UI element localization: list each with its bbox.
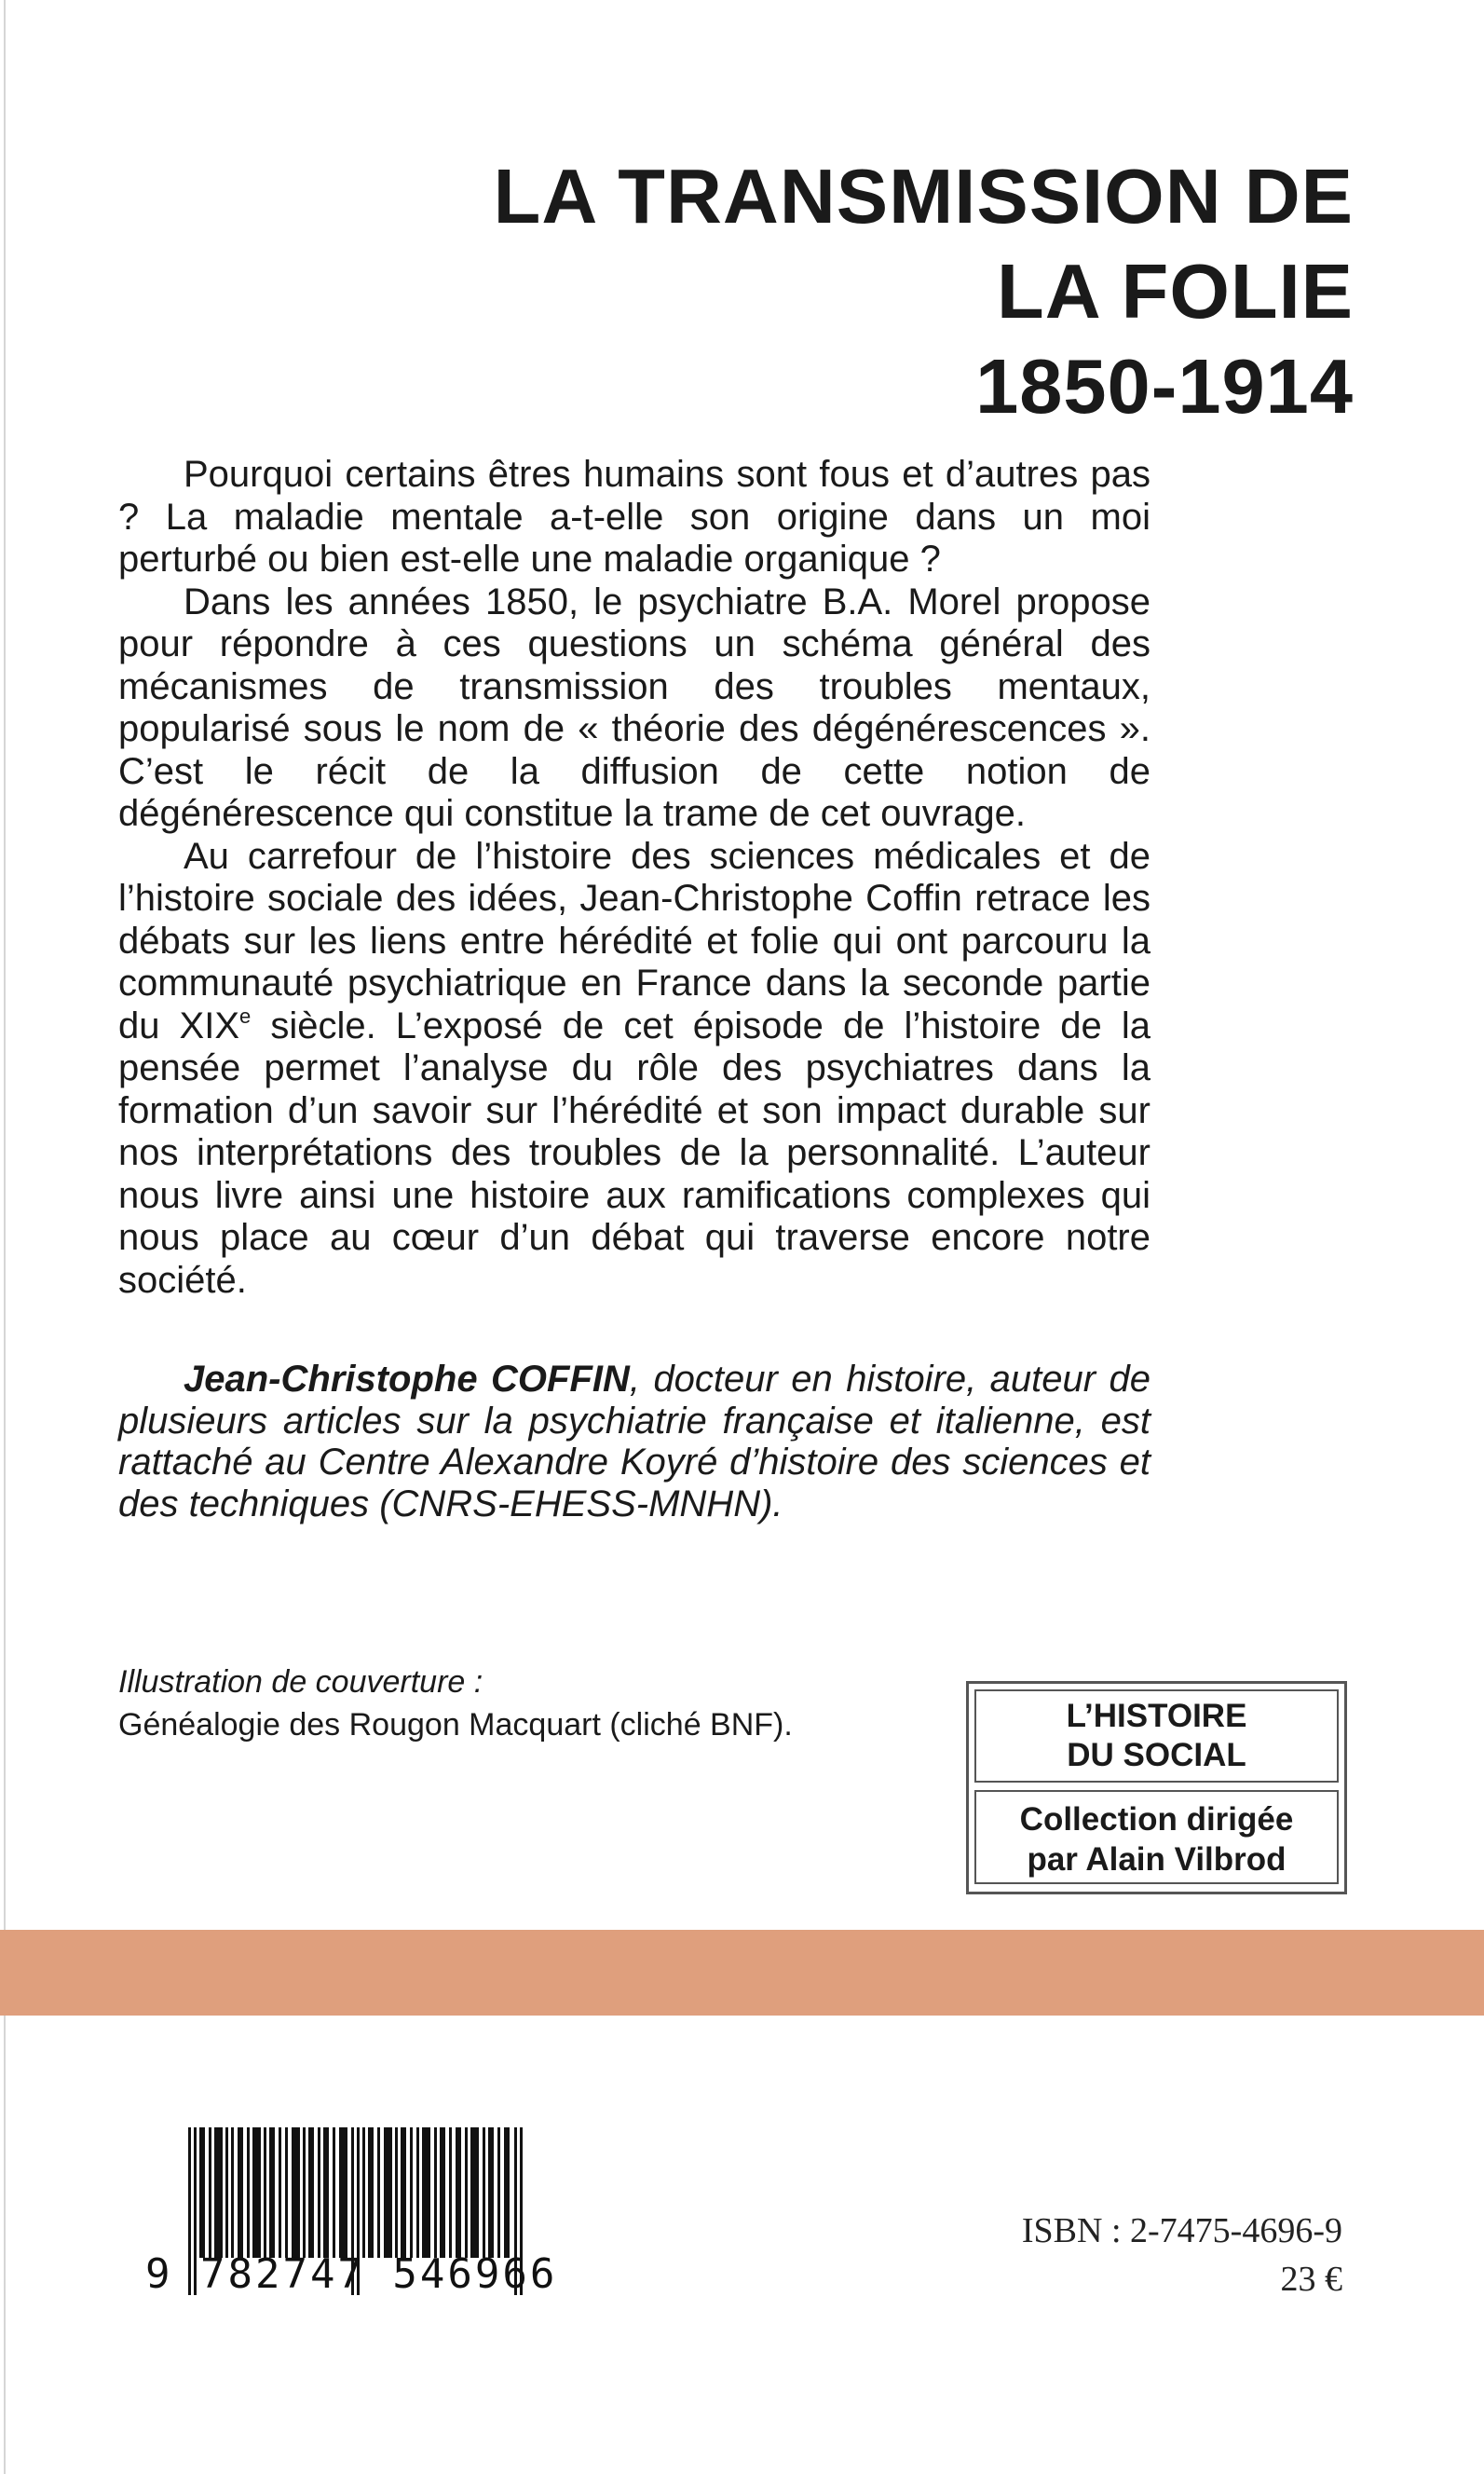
collection-box: [966, 1681, 1347, 1894]
series-director: [974, 1790, 1339, 1884]
isbn-number: ISBN : 2-7475-4696-9: [1021, 2211, 1342, 2250]
blurb-paragraph-1: Pourquoi certains êtres humains sont fous et d’autres pas ? La maladie mentale a-t-elle son origine dans un moi perturbé ou bien est-elle une maladie organique ?: [118, 454, 1150, 580]
title-line-2: LA FOLIE: [997, 248, 1354, 335]
series-line-2: DU SOCIAL: [1067, 1737, 1246, 1773]
blurb-paragraph-3-start: Au carrefour de l’histoire des sciences médicales et de l’histoire sociale des idées, Jean-Christophe Coffin retrace les débats sur les liens entre hérédité et folie qui ont parcouru la communauté psychiatrique en France dans la seconde partie du XIX: [118, 835, 1150, 1046]
blurb-paragraph-3-end: siècle. L’exposé de cet épisode de l’histoire de la pensée permet l’analyse du rôle des psychiatres dans la formation d’un savoir sur l’hérédité et son impact durable sur nos interprétations des troubles de la personnalité. L’auteur nous livre ainsi une histoire aux ramifications complexes qui nous place au cœur d’un débat qui traverse encore notre société.: [118, 1005, 1151, 1301]
illustration-label: Illustration de couverture :: [118, 1664, 483, 1700]
book-title: [494, 149, 1354, 434]
title-line-3: 1850-1914: [975, 343, 1354, 430]
barcode-digits: 9 782747 546966: [145, 2250, 558, 2298]
director-line-2: par Alain Vilbrod: [1027, 1841, 1287, 1878]
isbn-price-block: [1022, 2207, 1342, 2303]
illustration-source: Généalogie des Rougon Macquart (cliché BNF).: [118, 1707, 793, 1743]
author-name: Jean-Christophe COFFIN: [184, 1359, 630, 1400]
director-line-1: Collection dirigée: [1019, 1801, 1294, 1838]
color-band: [0, 1930, 1484, 2016]
price: 23 €: [1280, 2260, 1342, 2299]
blurb: [118, 454, 1150, 1302]
left-edge-rule: [4, 0, 6, 2474]
series-name: [974, 1689, 1339, 1783]
blurb-paragraph-2: Dans les années 1850, le psychiatre B.A. Morel propose pour répondre à ces questions un schéma général des mécanismes de transmission des troubles mentaux, popularisé sous le nom de « théorie des dégénérescences ». C’est le récit de la diffusion de cette notion de dégénérescence qui constitue la trame de cet ouvrage.: [118, 581, 1150, 834]
author-description: , docteur en histoire, auteur de plusieurs articles sur la psychiatrie française et italienne, est rattaché au Centre Alexandre Koyré d’histoire des sciences et des techniques (CNRS-EHESS-MNHN).: [118, 1359, 1151, 1524]
title-line-1: LA TRANSMISSION DE: [493, 153, 1354, 239]
author-bio: [118, 1359, 1150, 1524]
blurb-paragraph-3: [118, 836, 1150, 1303]
series-line-1: L’HISTOIRE: [1066, 1698, 1247, 1734]
superscript-e: e: [239, 1004, 252, 1028]
cover-illustration-credit: [118, 1661, 793, 1746]
